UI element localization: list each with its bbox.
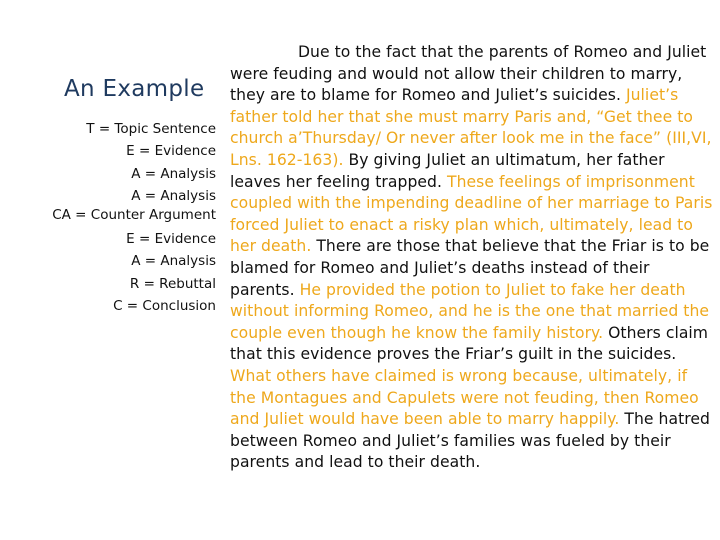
legend-item-conclusion: C = Conclusion [113,298,216,315]
legend-item-evidence: E = Evidence [126,143,216,160]
slide-title: An Example [64,76,205,102]
legend-item-topic-sentence: T = Topic Sentence [86,121,216,137]
example-paragraph [230,42,716,474]
legend-item-evidence: E = Evidence [126,231,216,248]
analysis-sentence: These feelings of imprisonment coupled with the impending deadline of her marriage to Paris forced Juliet to enact a risky plan which, ultimately, lead to her death. [230,172,713,256]
legend-item-rebuttal: R = Rebuttal [129,275,216,292]
topic-sentence: Due to the fact that the parents of Romeo and Juliet were feuding and would not allow their children to marry, they are to blame for Romeo and Juliet’s suicides. [230,43,707,105]
evidence-sentence: Juliet’s father told her that she must marry Paris and, “Get thee to church a’Thursday/ Or never after look me in the face” (III,VI, Lns. 162-163). [230,86,712,169]
legend-item-analysis: A = Analysis [131,253,216,270]
counter-argument-sentence: There are those that believe that the Friar is to be blamed for Romeo and Juliet’s deaths instead of their parents. [230,237,710,299]
analysis-sentence: Others claim that this evidence proves the Friar’s guilt in the suicides. [230,323,709,364]
conclusion-sentence: The hatred between Romeo and Juliet’s families was fueled by their parents and lead to their death. [230,410,710,472]
evidence-sentence: He provided the potion to Juliet to fake her death without informing Romeo, and he is the one that married the couple even though he know the family history. [230,280,710,342]
analysis-sentence: By giving Juliet an ultimatum, her father leaves her feeling trapped. [230,150,665,191]
legend-item-analysis: A = Analysis [131,165,216,182]
rebuttal-sentence: What others have claimed is wrong because, ultimately, if the Montagues and Capulets were not feuding, then Romeo and Juliet would have been able to marry happily. [230,366,699,429]
legend-item-analysis: A = Analysis [131,187,216,204]
paragraph-structure-key [40,118,216,317]
legend-item-counter-argument: CA = Counter Argument [52,207,216,224]
